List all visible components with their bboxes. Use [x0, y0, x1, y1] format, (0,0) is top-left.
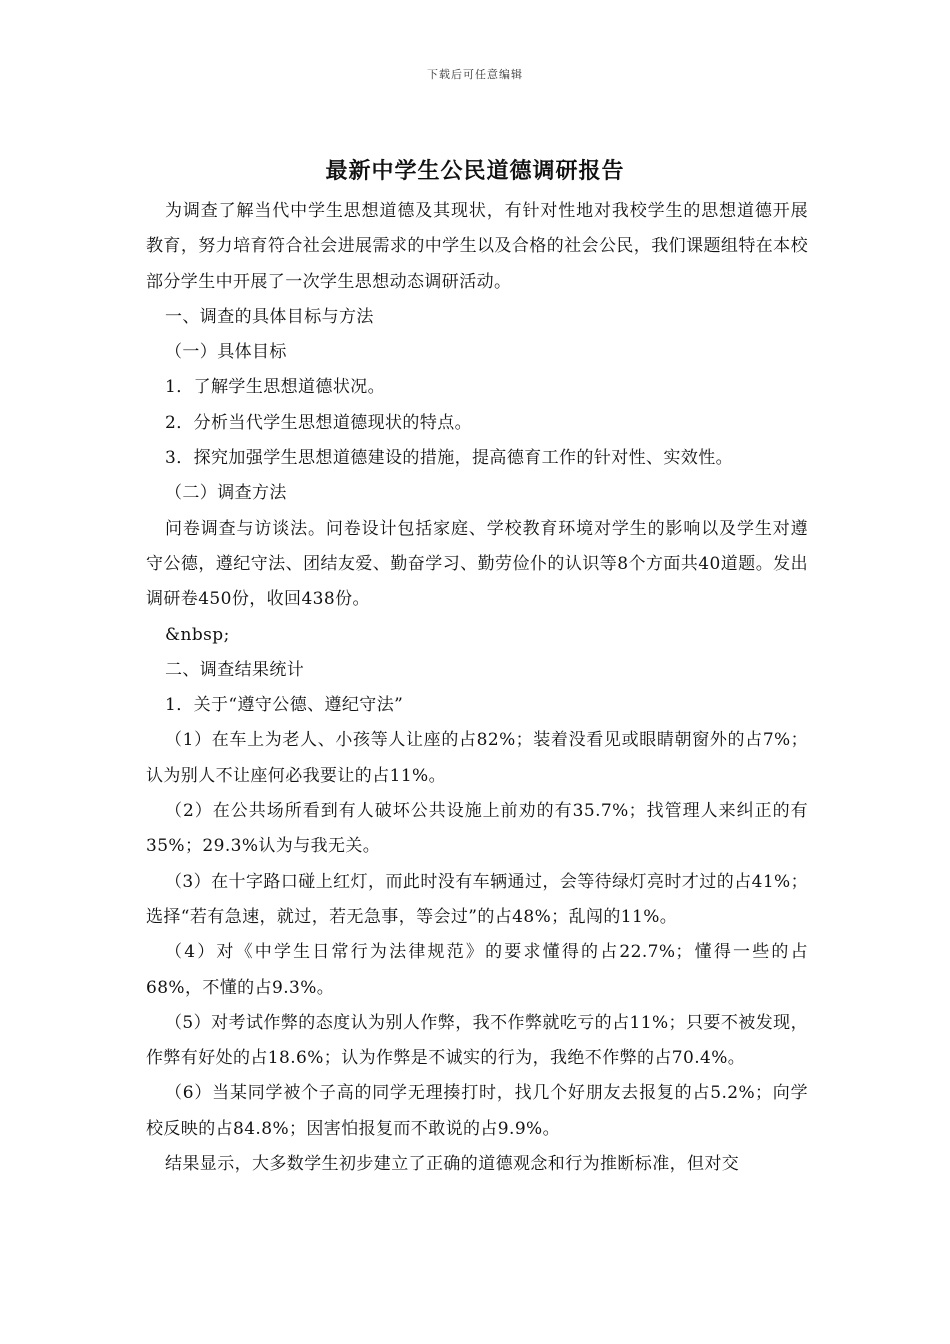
subsection-heading-methods: （二）调查方法: [165, 483, 287, 504]
document-body: [146, 194, 808, 1182]
subsection-heading-goals: （一）具体目标: [165, 342, 287, 363]
nbsp-artifact-line: &nbsp;: [165, 624, 230, 645]
goal-item-3: 3．探究加强学生思想道德建设的措施，提高德育工作的针对性、实效性。: [165, 448, 734, 469]
section-heading-2: 二、调查结果统计: [165, 659, 305, 680]
methods-paragraph: 问卷调查与访谈法。问卷设计包括家庭、学校教育环境对学生的影响以及学生对遵守公德，遵纪守法、团结友爱、勤奋学习、勤劳俭仆的认识等8个方面共40道题。发出调研卷450份，收回438份。: [146, 518, 808, 610]
goal-item-1: 1．了解学生思想道德状况。: [165, 377, 386, 398]
result-item-2: （2）在公共场所看到有人破坏公共设施上前劝的有35.7%；找管理人来纠正的有35%；29.3%认为与我无关。: [146, 801, 808, 857]
conclusion-paragraph: 结果显示，大多数学生初步建立了正确的道德观念和行为推断标准，但对交: [165, 1154, 740, 1175]
result-item-4: （4）对《中学生日常行为法律规范》的要求懂得的占22.7%；懂得一些的占68%，不懂的占9.3%。: [146, 942, 808, 998]
goal-item-2: 2．分析当代学生思想道德现状的特点。: [165, 412, 473, 433]
section-heading-1: 一、调查的具体目标与方法: [165, 306, 374, 327]
result-item-5: （5）对考试作弊的态度认为别人作弊，我不作弊就吃亏的占11%；只要不被发现，作弊有好处的占18.6%；认为作弊是不诚实的行为，我绝不作弊的占70.4%。: [146, 1012, 808, 1069]
result-item-1: （1）在车上为老人、小孩等人让座的占82%；装着没看见或眼睛朝窗外的占7%；认为别人不让座何必我要让的占11%。: [146, 730, 808, 786]
result-item-3: （3）在十字路口碰上红灯，而此时没有车辆通过，会等待绿灯亮时才过的占41%；选择“若有急速，就过，若无急事，等会过”的占48%；乱闯的11%。: [146, 871, 808, 927]
topic-heading-1: 1．关于“遵守公德、遵纪守法”: [165, 695, 404, 716]
document-title: 最新中学生公民道德调研报告: [325, 159, 625, 184]
intro-paragraph: 为调查了解当代中学生思想道德及其现状，有针对性地对我校学生的思想道德开展教育，努力培育符合社会进展需求的中学生以及合格的社会公民，我们课题组特在本校部分学生中开展了一次学生思想动态调研活动。: [146, 201, 808, 292]
header-note: 下载后可任意编辑: [427, 68, 523, 81]
result-item-6: （6）当某同学被个子高的同学无理揍打时，找几个好朋友去报复的占5.2%；向学校反映的占84.8%；因害怕报复而不敢说的占9.9%。: [146, 1083, 808, 1139]
